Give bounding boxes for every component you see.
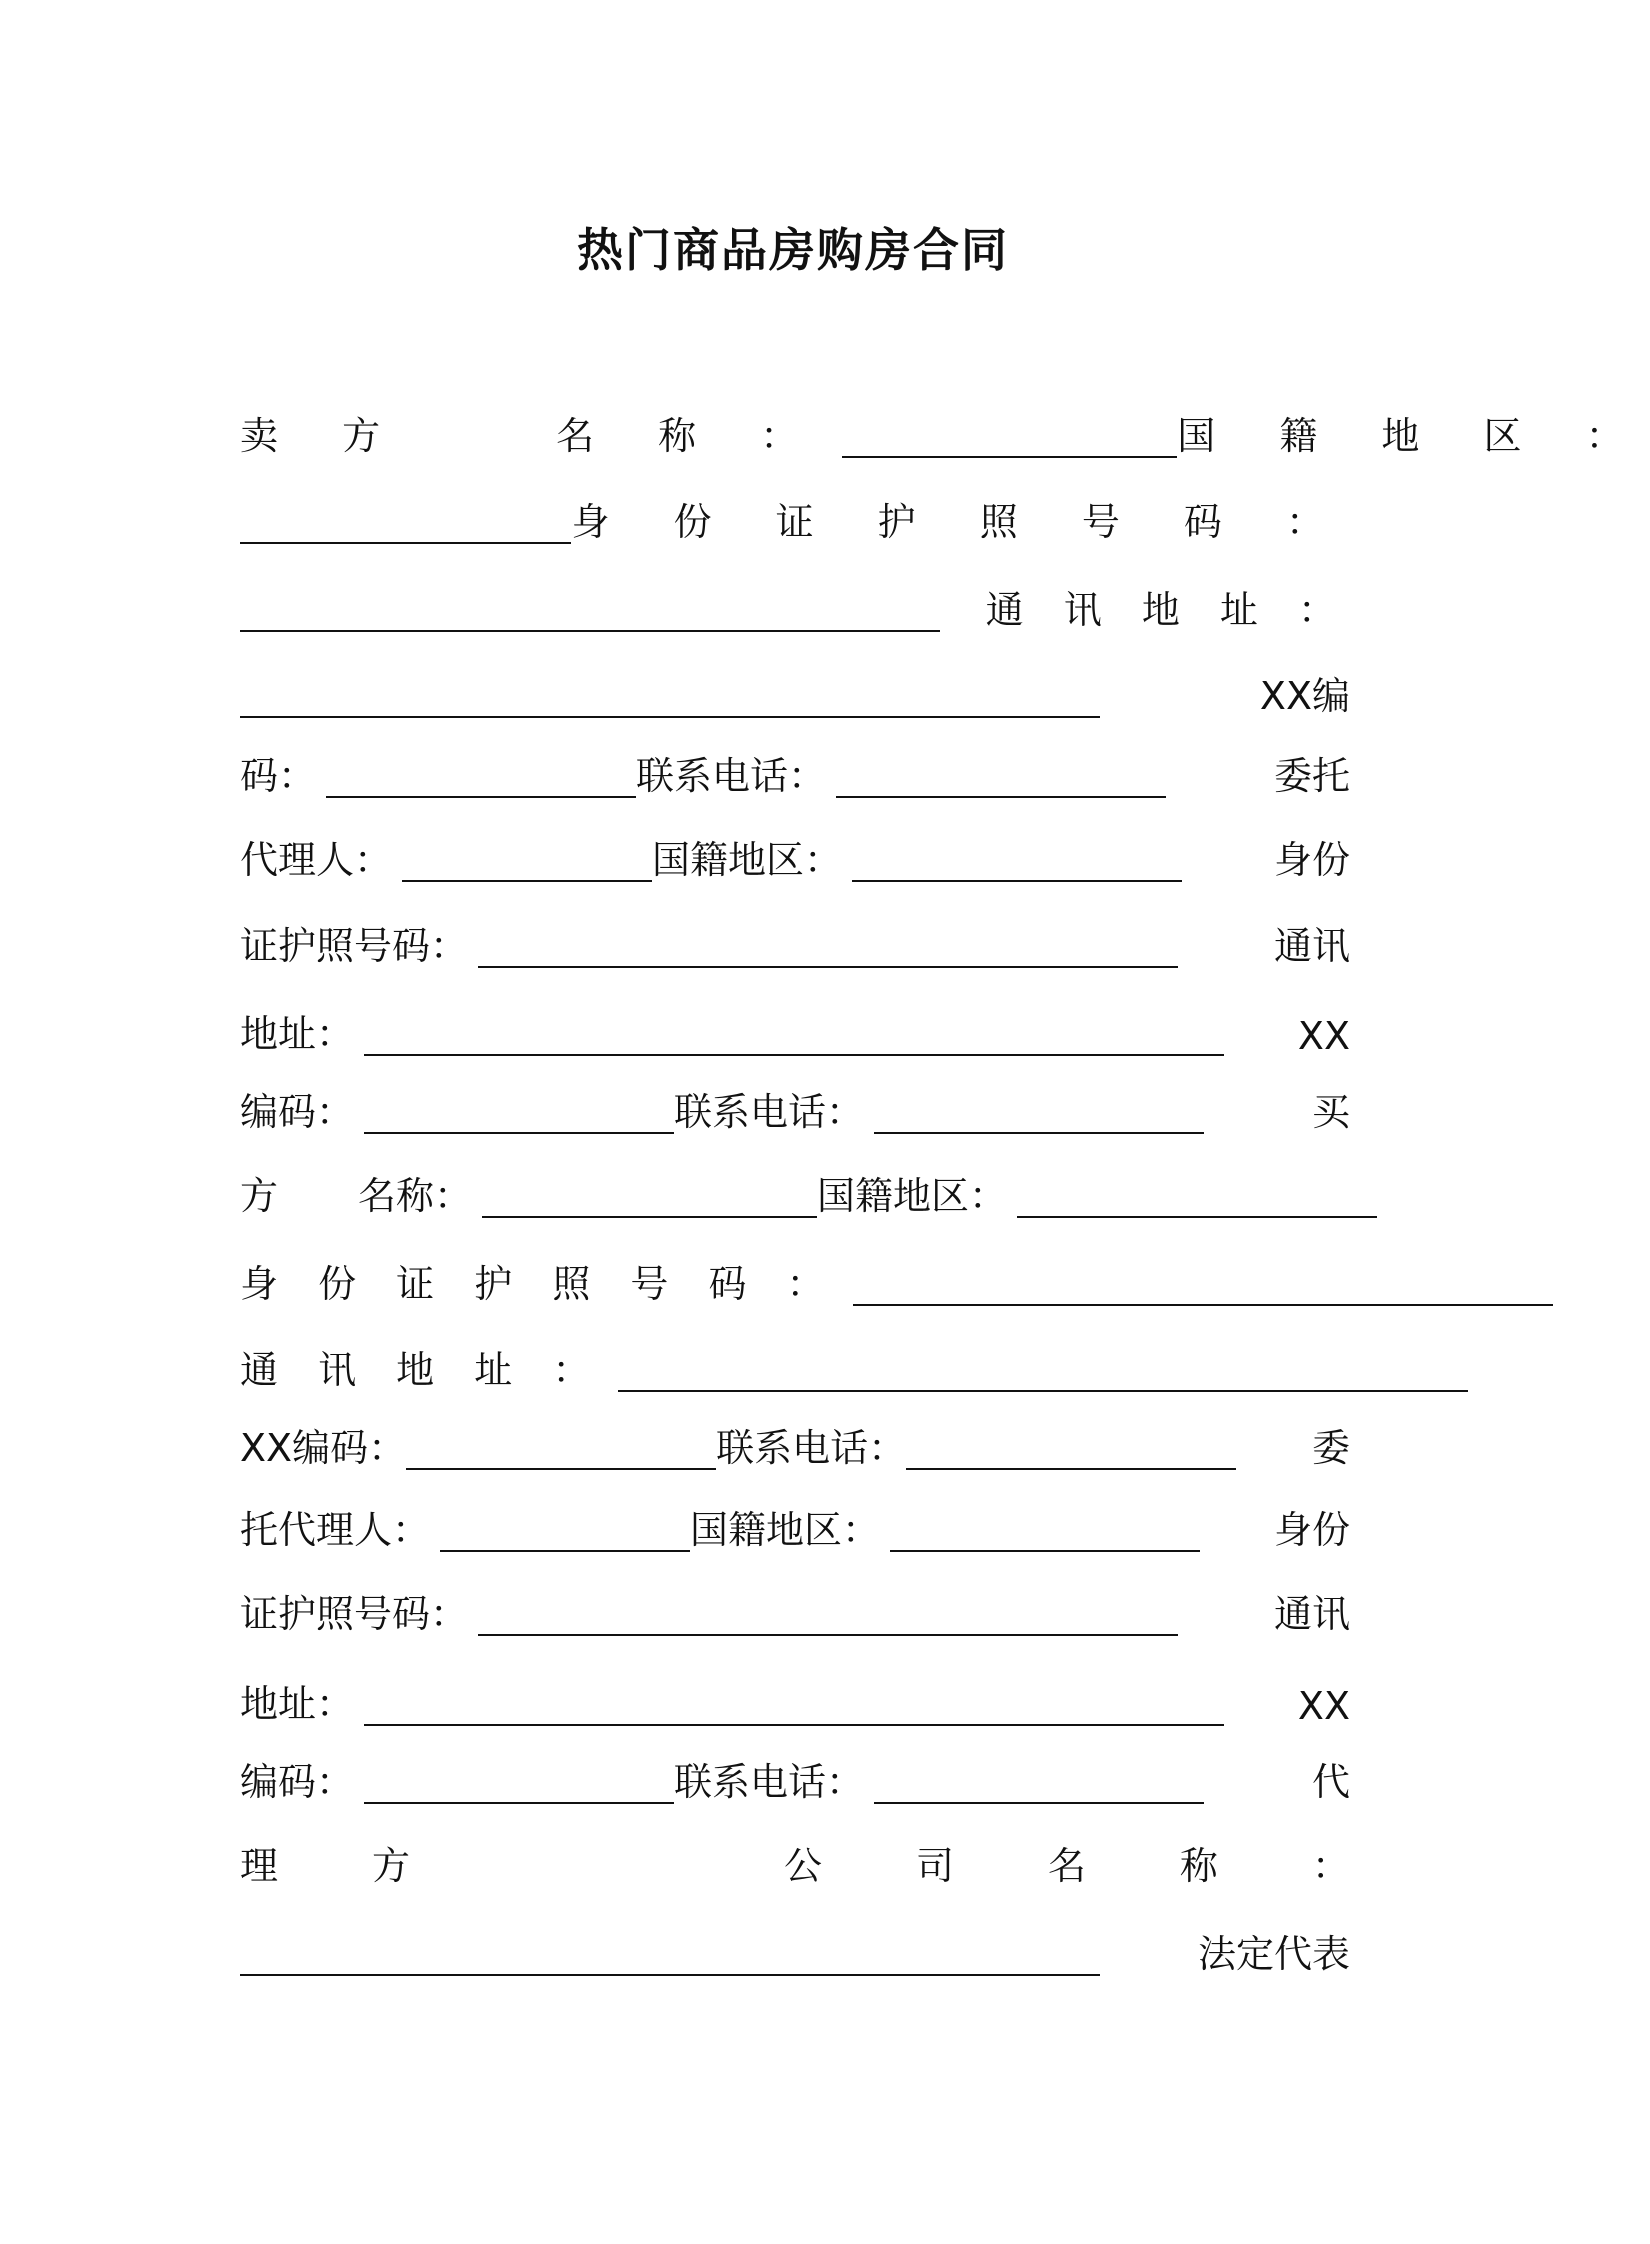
code-label: 码： <box>240 754 317 798</box>
buyer-agent-address-blank[interactable] <box>364 1680 1224 1726</box>
buyer-name-line <box>240 1160 1350 1220</box>
address-label-part: 通讯 <box>1273 924 1350 968</box>
agency-name-line <box>240 1830 1350 1890</box>
buyer-label: 方 <box>240 1174 279 1218</box>
buyer-name-label: 名称： <box>358 1174 473 1218</box>
buyer-agent-address-label: 地址： <box>240 1682 355 1726</box>
company-char-1: 公 <box>783 1844 822 1888</box>
seller-postal-blank[interactable] <box>326 752 636 798</box>
seller-label: 卖 方 <box>240 414 407 458</box>
buyer-agent-nationality-label: 国籍地区： <box>690 1508 881 1552</box>
agency-name-blank[interactable] <box>240 1930 1100 1976</box>
legal-rep-line <box>240 1918 1350 1978</box>
seller-agent-line <box>240 824 1350 884</box>
seller-name-blank[interactable] <box>842 412 1177 458</box>
seller-agent-nationality-blank[interactable] <box>852 836 1182 882</box>
buyer-agent-id-blank[interactable] <box>478 1590 1178 1636</box>
buyer-address-blank[interactable] <box>618 1346 1468 1392</box>
seller-agent-phone-line <box>240 1076 1350 1136</box>
buyer-nationality-blank[interactable] <box>1017 1172 1377 1218</box>
company-char-2: 司 <box>915 1844 954 1888</box>
agent-nationality-label: 国籍地区： <box>652 838 843 882</box>
buyer-nationality-label: 国籍地区： <box>817 1174 1008 1218</box>
buyer-address-label-part: 通讯 <box>1273 1592 1350 1636</box>
seller-agent-id-line <box>240 910 1350 970</box>
buyer-postal-blank[interactable] <box>406 1424 716 1470</box>
buyer-xx-label-part: XX <box>1297 1684 1350 1728</box>
buyer-agent-phone-label: 联系电话： <box>674 1760 865 1804</box>
agent-address-label: 地址： <box>240 1012 355 1056</box>
agency-label-part: 代 <box>1311 1760 1350 1804</box>
buyer-address-label: 通 讯 地 址 ： <box>240 1348 605 1392</box>
xx-label-part: XX <box>1297 1014 1350 1058</box>
buyer-agent-label-part: 委 <box>1311 1426 1350 1470</box>
id-label-part: 身份 <box>1273 838 1350 882</box>
buyer-agent-line <box>240 1494 1350 1554</box>
buyer-id-line <box>240 1248 1350 1308</box>
buyer-agent-phone-blank[interactable] <box>874 1758 1204 1804</box>
agent-phone-label: 联系电话： <box>674 1090 865 1134</box>
name-char-2: 称 <box>1179 1844 1218 1888</box>
buyer-agent-address-line <box>240 1668 1350 1728</box>
name-label: 名 称 ： <box>556 414 825 458</box>
document-title: 热门商品房购房合同 <box>577 223 1009 277</box>
buyer-name-blank[interactable] <box>482 1172 817 1218</box>
seller-agent-blank[interactable] <box>402 836 652 882</box>
seller-phone-blank[interactable] <box>836 752 1166 798</box>
nationality-label: 国 籍 地 区 ： <box>1177 414 1650 458</box>
buyer-phone-label: 联系电话： <box>716 1426 907 1470</box>
buyer-code-label: XX编码： <box>240 1426 407 1470</box>
seller-id-line <box>240 486 1350 546</box>
seller-name-line <box>240 400 1650 460</box>
phone-label: 联系电话： <box>636 754 827 798</box>
postal-code-label: XX编 <box>1259 674 1350 718</box>
seller-address-line <box>240 574 1350 634</box>
seller-address-blank[interactable] <box>240 672 1100 718</box>
buyer-agent-phone-line <box>240 1746 1350 1806</box>
seller-agent-id-blank[interactable] <box>478 922 1178 968</box>
seller-phone-line <box>240 740 1350 800</box>
agent-label: 代理人： <box>240 838 393 882</box>
address-label: 通 讯 地 址 ： <box>985 588 1350 632</box>
seller-agent-postal-blank[interactable] <box>364 1088 674 1134</box>
buyer-agent-id-label: 证护照号码： <box>240 1592 469 1636</box>
buyer-agent-label: 托代理人： <box>240 1508 431 1552</box>
seller-agent-phone-blank[interactable] <box>874 1088 1204 1134</box>
buyer-label-part: 买 <box>1311 1090 1350 1134</box>
buyer-id-label: 身 份 证 护 照 号 码 ： <box>240 1262 839 1306</box>
buyer-id-blank[interactable] <box>853 1260 1553 1306</box>
seller-nationality-blank[interactable] <box>240 498 571 544</box>
agency-char-2: 方 <box>371 1844 410 1888</box>
seller-code-line <box>240 660 1350 720</box>
colon-char: ： <box>1311 1844 1350 1888</box>
legal-rep-label: 法定代表 <box>1197 1932 1350 1976</box>
buyer-agent-id-line <box>240 1578 1350 1638</box>
seller-agent-address-blank[interactable] <box>364 1010 1224 1056</box>
name-char-1: 名 <box>1047 1844 1086 1888</box>
seller-agent-address-line <box>240 998 1350 1058</box>
id-number-label: 身 份 证 护 照 号 码 ： <box>571 500 1350 544</box>
buyer-address-line <box>240 1334 1350 1394</box>
agent-id-label: 证护照号码： <box>240 924 469 968</box>
agency-char-1: 理 <box>240 1844 279 1888</box>
buyer-agent-code-label: 编码： <box>240 1760 355 1804</box>
buyer-agent-blank[interactable] <box>440 1506 690 1552</box>
buyer-phone-blank[interactable] <box>906 1424 1236 1470</box>
seller-id-blank[interactable] <box>240 586 940 632</box>
buyer-agent-postal-blank[interactable] <box>364 1758 674 1804</box>
agent-code-label: 编码： <box>240 1090 355 1134</box>
buyer-id-label-part: 身份 <box>1273 1508 1350 1552</box>
agent-label-part: 委托 <box>1273 754 1350 798</box>
buyer-agent-nationality-blank[interactable] <box>890 1506 1200 1552</box>
buyer-phone-line <box>240 1412 1350 1472</box>
